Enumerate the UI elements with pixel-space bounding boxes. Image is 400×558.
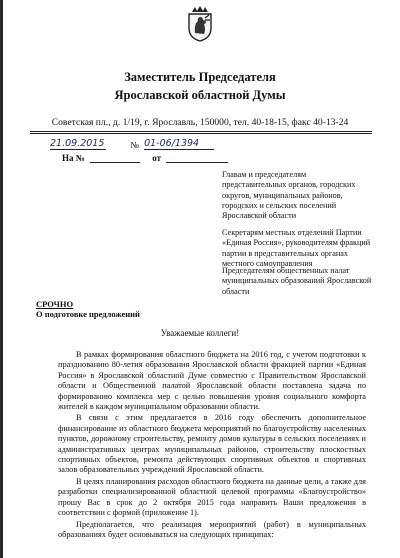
body-paragraph: Предполагается, что реализация мероприятий (работ) в муниципальных образованиях будет основываться на следующих принципах: (58, 519, 366, 539)
incoming-number-label: На № (62, 153, 85, 163)
coat-of-arms-emblem (186, 6, 214, 42)
sender-organization: Ярославской областной Думы (114, 88, 286, 102)
body-paragraph: В целях планирования расходов областного бюджета на данные цели, а также для разработки специализированной областной целевой программы «Благоустройство» прошу Вас в срок до 2 октября 2015 года направить Ваши предложения в соответствии с формой (приложение 1). (58, 476, 366, 518)
addressee-3: Председателям общественных палат муниципальных образований Ярославской области (222, 266, 372, 296)
incoming-date-label: от (152, 153, 162, 163)
subject-block (36, 299, 140, 319)
header-divider-thin (30, 133, 372, 134)
urgent-label: СРОЧНО (36, 299, 74, 309)
greeting: Уважаемые коллеги! (160, 328, 240, 338)
addressee-1: Главам и председателям представительных органов, городских округов, муниципальных районов, городских и сельских поселений Ярославской области (222, 170, 356, 221)
outgoing-date-row (50, 138, 214, 150)
sender-address: Советская пл., д. 1/19, г. Ярославль, 150000, тел. 40-18-15, факс 40-13-24 (51, 117, 349, 128)
header-divider (30, 131, 372, 132)
incoming-ref-row (62, 152, 228, 163)
outgoing-date: 21.09.2015 (50, 138, 105, 149)
outgoing-number-label: № (130, 140, 139, 150)
outgoing-number: 01-06/1394 (144, 138, 214, 150)
incoming-date-field (166, 152, 228, 163)
subject-title: О подготовке предложений (36, 309, 140, 319)
addressee-2: Секретарям местных отделений Партии «Единая Россия», руководителям фракций партии в представительных органах местного самоуправления (222, 228, 371, 268)
incoming-number-field (90, 152, 140, 163)
body-paragraph: В связи с этим предлагается в 2016 году обеспечить дополнительное финансирование из областного бюджета мероприятий по благоустройству населенных пунктов, дорожному строительству, ремонту домов культуры в сельских поселениях и административных центрах муниципальных районов, строительству плоскостных спортивных объектов, ремонта действующих спортивных объектов и спортивных залов образовательных учреждений Ярославской области. (58, 413, 366, 475)
letter-body (58, 350, 366, 540)
sender-title: Заместитель Председателя (124, 70, 276, 84)
body-paragraph: В рамках формирования областного бюджета на 2016 год, с учетом подготовки к празднованию 80-летия образования Ярославской области фракцией партии «Единая Россия» в Ярославской областной Думе совместно с Правительством Ярославской области и Общественной палатой Ярославской области поставлена задача по формированию комплекса мер с целью повышения уровня социального комфорта жителей в каждом муниципальном образовании области. (58, 350, 366, 412)
